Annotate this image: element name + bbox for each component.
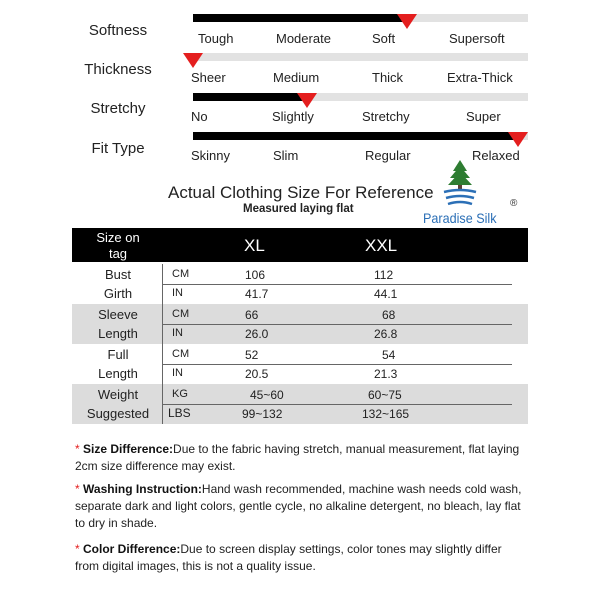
row-label: Sleeve	[98, 307, 138, 322]
scale-tick: Stretchy	[362, 109, 410, 124]
xl-value: 26.0	[245, 327, 269, 341]
scale-tick: Thick	[372, 70, 404, 85]
xxl-value: 112	[374, 268, 394, 282]
scale-bar-fill	[193, 93, 307, 101]
size-subheading: Measured laying flat	[243, 203, 354, 215]
table-divider	[162, 404, 512, 405]
row-label: Weight	[97, 387, 139, 402]
table-divider	[162, 284, 512, 285]
size-on-tag-header	[90, 230, 146, 262]
scale-name: Thickness	[84, 61, 152, 78]
row-label: Suggested	[86, 406, 150, 421]
unit-label: IN	[172, 327, 183, 339]
scale-tick: Slim	[273, 148, 299, 163]
xl-value: 20.5	[245, 367, 269, 381]
scale-tick: Extra-Thick	[447, 70, 513, 85]
scale-bar-fill	[193, 132, 518, 140]
note-star: *	[75, 542, 80, 556]
xl-value: 52	[245, 348, 259, 362]
unit-label: KG	[172, 388, 188, 400]
scale-tick: Slightly	[272, 109, 314, 124]
scale-bar	[193, 132, 528, 140]
scale-tick: Sheer	[191, 70, 226, 85]
note-star: *	[75, 482, 80, 496]
scale-tick: Regular	[365, 148, 411, 163]
note-title: Size Difference:	[83, 442, 174, 456]
xl-value: 66	[245, 308, 259, 322]
row-label: Length	[98, 366, 138, 381]
registered-mark: ®	[510, 198, 518, 209]
note-text: Hand wash recommended, machine wash needs cold wash, separate dark and light colors, gentle cycle, no alkaline detergent, no bleach, lay flat to dry in shade.	[75, 482, 522, 530]
scale-tick: Skinny	[191, 148, 231, 163]
scale-tick: Tough	[198, 31, 234, 46]
size-table-header	[72, 228, 528, 262]
row-label: Full	[107, 347, 129, 362]
row-label: Length	[98, 326, 138, 341]
xxl-value: 21.3	[374, 367, 398, 381]
scale-tick: Super	[466, 109, 501, 124]
row-label: Girth	[103, 286, 133, 301]
xl-value: 41.7	[245, 287, 269, 301]
scale-bar	[193, 53, 528, 61]
scale-tick: Relaxed	[472, 148, 520, 163]
brand-logo-text: Paradise Silk	[423, 210, 497, 226]
level-marker-icon	[297, 93, 317, 108]
note-washing-instruction	[75, 481, 525, 532]
note-size-difference	[75, 441, 525, 475]
xl-value: 106	[245, 268, 266, 282]
scale-name: Fit Type	[91, 140, 145, 157]
unit-label: CM	[172, 308, 190, 320]
xxl-value: 54	[382, 348, 396, 362]
xxl-value: 132~165	[362, 407, 410, 421]
xxl-value: 26.8	[374, 327, 398, 341]
header-label-line: Size on	[96, 230, 140, 245]
size-xxl-header: XXL	[365, 236, 398, 255]
xl-value: 45~60	[250, 388, 284, 402]
note-text: Due to the fabric having stretch, manual measurement, flat laying 2cm size difference may exist.	[75, 442, 520, 473]
scale-tick: Supersoft	[449, 31, 505, 46]
note-title: Color Difference:	[83, 542, 181, 556]
unit-label: IN	[172, 287, 183, 299]
size-xl-header: XL	[244, 236, 265, 255]
xxl-value: 44.1	[374, 287, 398, 301]
note-text: Due to screen display settings, color tones may slightly differ from digital images, this is not a quality issue.	[75, 542, 502, 573]
size-heading: Actual Clothing Size For Reference	[168, 183, 434, 202]
note-title: Washing Instruction:	[83, 482, 202, 496]
scale-tick: Medium	[273, 70, 320, 85]
note-star: *	[75, 442, 80, 456]
xl-value: 99~132	[242, 407, 283, 421]
note-color-difference	[75, 541, 525, 575]
scale-tick: No	[191, 109, 208, 124]
table-divider	[162, 264, 163, 424]
unit-label: IN	[172, 367, 183, 379]
table-divider	[162, 364, 512, 365]
row-label: Bust	[104, 267, 131, 282]
scale-name: Stretchy	[90, 100, 146, 117]
xxl-value: 60~75	[368, 388, 402, 402]
scale-tick: Soft	[372, 31, 396, 46]
scale-name: Softness	[88, 22, 148, 39]
level-marker-icon	[183, 53, 203, 68]
header-label-line: tag	[108, 246, 128, 261]
scale-bar	[193, 93, 528, 101]
xxl-value: 68	[382, 308, 396, 322]
unit-label: CM	[172, 268, 190, 280]
table-divider	[162, 324, 512, 325]
level-marker-icon	[508, 132, 528, 147]
unit-label: CM	[172, 348, 190, 360]
scale-tick: Moderate	[276, 31, 331, 46]
unit-label: LBS	[168, 406, 191, 420]
